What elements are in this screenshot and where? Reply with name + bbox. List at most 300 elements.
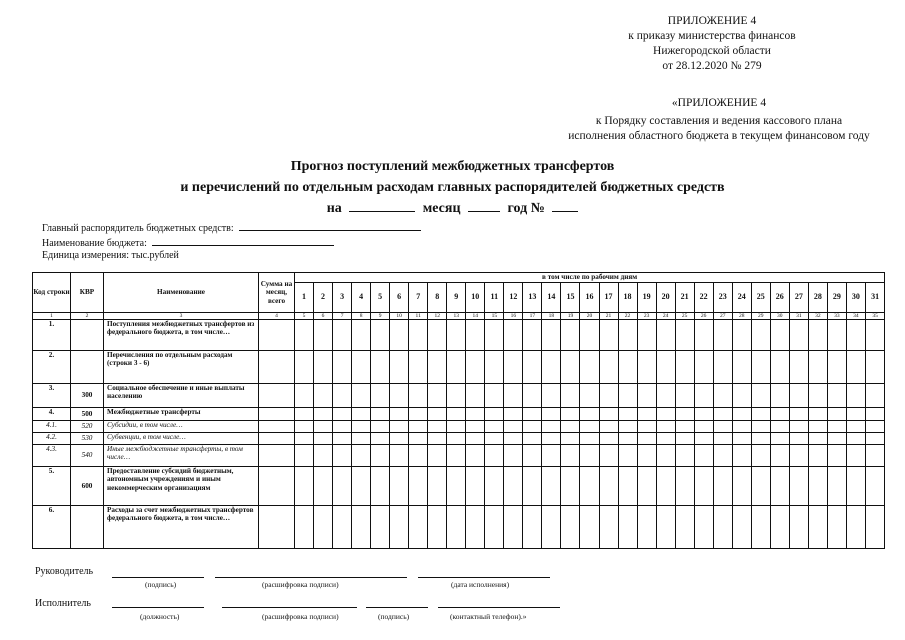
row-day-cell[interactable] — [295, 384, 314, 408]
head-decode-line[interactable] — [215, 577, 407, 578]
row-day-cell[interactable] — [713, 421, 732, 433]
row-day-cell[interactable] — [846, 467, 865, 506]
row-day-cell[interactable] — [390, 384, 409, 408]
row-day-cell[interactable] — [599, 467, 618, 506]
row-day-cell[interactable] — [599, 506, 618, 549]
row-day-cell[interactable] — [561, 384, 580, 408]
row-day-cell[interactable] — [409, 421, 428, 433]
row-day-cell[interactable] — [599, 433, 618, 445]
row-day-cell[interactable] — [846, 351, 865, 384]
row-day-cell[interactable] — [656, 408, 675, 421]
row-day-cell[interactable] — [561, 506, 580, 549]
row-day-cell[interactable] — [504, 445, 523, 467]
row-day-cell[interactable] — [371, 351, 390, 384]
row-day-cell[interactable] — [732, 351, 751, 384]
budget-blank[interactable] — [152, 235, 334, 246]
row-day-cell[interactable] — [808, 384, 827, 408]
row-day-cell[interactable] — [713, 408, 732, 421]
row-day-cell[interactable] — [390, 351, 409, 384]
row-day-cell[interactable] — [523, 433, 542, 445]
row-day-cell[interactable] — [865, 506, 884, 549]
row-day-cell[interactable] — [409, 408, 428, 421]
row-day-cell[interactable] — [561, 320, 580, 351]
row-day-cell[interactable] — [789, 320, 808, 351]
row-day-cell[interactable] — [865, 421, 884, 433]
row-day-cell[interactable] — [409, 320, 428, 351]
row-day-cell[interactable] — [751, 320, 770, 351]
row-day-cell[interactable] — [827, 408, 846, 421]
row-day-cell[interactable] — [504, 408, 523, 421]
row-sum-cell[interactable] — [259, 408, 295, 421]
row-day-cell[interactable] — [751, 408, 770, 421]
row-day-cell[interactable] — [808, 320, 827, 351]
row-day-cell[interactable] — [447, 421, 466, 433]
row-day-cell[interactable] — [352, 320, 371, 351]
row-day-cell[interactable] — [713, 384, 732, 408]
row-day-cell[interactable] — [390, 421, 409, 433]
row-day-cell[interactable] — [637, 445, 656, 467]
row-day-cell[interactable] — [447, 320, 466, 351]
row-day-cell[interactable] — [808, 408, 827, 421]
row-day-cell[interactable] — [485, 320, 504, 351]
row-day-cell[interactable] — [789, 351, 808, 384]
row-day-cell[interactable] — [675, 351, 694, 384]
row-day-cell[interactable] — [713, 467, 732, 506]
row-day-cell[interactable] — [846, 320, 865, 351]
row-day-cell[interactable] — [599, 351, 618, 384]
row-day-cell[interactable] — [637, 467, 656, 506]
row-day-cell[interactable] — [352, 421, 371, 433]
row-day-cell[interactable] — [523, 320, 542, 351]
row-day-cell[interactable] — [352, 384, 371, 408]
row-day-cell[interactable] — [409, 384, 428, 408]
row-day-cell[interactable] — [466, 408, 485, 421]
row-day-cell[interactable] — [808, 445, 827, 467]
row-day-cell[interactable] — [637, 421, 656, 433]
row-day-cell[interactable] — [770, 320, 789, 351]
row-sum-cell[interactable] — [259, 351, 295, 384]
row-day-cell[interactable] — [409, 351, 428, 384]
row-day-cell[interactable] — [808, 421, 827, 433]
row-day-cell[interactable] — [504, 433, 523, 445]
row-day-cell[interactable] — [295, 467, 314, 506]
row-day-cell[interactable] — [314, 467, 333, 506]
row-day-cell[interactable] — [618, 445, 637, 467]
row-day-cell[interactable] — [352, 467, 371, 506]
row-day-cell[interactable] — [751, 467, 770, 506]
row-day-cell[interactable] — [751, 421, 770, 433]
row-day-cell[interactable] — [542, 351, 561, 384]
row-sum-cell[interactable] — [259, 445, 295, 467]
row-day-cell[interactable] — [694, 384, 713, 408]
row-day-cell[interactable] — [333, 408, 352, 421]
row-day-cell[interactable] — [808, 506, 827, 549]
manager-blank[interactable] — [239, 220, 421, 231]
row-day-cell[interactable] — [789, 445, 808, 467]
row-day-cell[interactable] — [504, 351, 523, 384]
row-day-cell[interactable] — [466, 467, 485, 506]
row-day-cell[interactable] — [428, 433, 447, 445]
row-day-cell[interactable] — [846, 384, 865, 408]
row-day-cell[interactable] — [523, 506, 542, 549]
row-day-cell[interactable] — [789, 384, 808, 408]
row-day-cell[interactable] — [542, 320, 561, 351]
row-sum-cell[interactable] — [259, 433, 295, 445]
row-day-cell[interactable] — [656, 445, 675, 467]
row-day-cell[interactable] — [466, 320, 485, 351]
row-day-cell[interactable] — [770, 467, 789, 506]
row-day-cell[interactable] — [352, 408, 371, 421]
row-day-cell[interactable] — [827, 506, 846, 549]
row-day-cell[interactable] — [504, 467, 523, 506]
row-day-cell[interactable] — [542, 408, 561, 421]
row-day-cell[interactable] — [713, 445, 732, 467]
row-day-cell[interactable] — [371, 445, 390, 467]
row-day-cell[interactable] — [637, 408, 656, 421]
row-day-cell[interactable] — [656, 320, 675, 351]
row-day-cell[interactable] — [371, 384, 390, 408]
row-day-cell[interactable] — [542, 467, 561, 506]
row-day-cell[interactable] — [333, 445, 352, 467]
row-day-cell[interactable] — [466, 351, 485, 384]
row-day-cell[interactable] — [618, 384, 637, 408]
row-day-cell[interactable] — [770, 384, 789, 408]
row-day-cell[interactable] — [409, 433, 428, 445]
row-sum-cell[interactable] — [259, 320, 295, 351]
row-day-cell[interactable] — [694, 467, 713, 506]
row-day-cell[interactable] — [827, 445, 846, 467]
exec-position-line[interactable] — [112, 607, 204, 608]
row-day-cell[interactable] — [504, 506, 523, 549]
row-day-cell[interactable] — [390, 408, 409, 421]
row-day-cell[interactable] — [466, 421, 485, 433]
row-day-cell[interactable] — [789, 506, 808, 549]
row-day-cell[interactable] — [561, 445, 580, 467]
row-day-cell[interactable] — [561, 351, 580, 384]
head-date-line[interactable] — [418, 577, 550, 578]
row-day-cell[interactable] — [485, 467, 504, 506]
row-sum-cell[interactable] — [259, 421, 295, 433]
row-day-cell[interactable] — [295, 408, 314, 421]
row-day-cell[interactable] — [428, 467, 447, 506]
row-day-cell[interactable] — [770, 506, 789, 549]
row-day-cell[interactable] — [827, 433, 846, 445]
row-day-cell[interactable] — [428, 320, 447, 351]
row-day-cell[interactable] — [428, 421, 447, 433]
row-day-cell[interactable] — [599, 421, 618, 433]
row-day-cell[interactable] — [751, 433, 770, 445]
row-day-cell[interactable] — [580, 384, 599, 408]
row-day-cell[interactable] — [789, 467, 808, 506]
row-day-cell[interactable] — [333, 433, 352, 445]
number-blank[interactable] — [552, 201, 578, 212]
row-day-cell[interactable] — [295, 351, 314, 384]
row-day-cell[interactable] — [675, 421, 694, 433]
row-day-cell[interactable] — [466, 433, 485, 445]
row-day-cell[interactable] — [827, 384, 846, 408]
row-day-cell[interactable] — [314, 320, 333, 351]
row-day-cell[interactable] — [314, 384, 333, 408]
row-day-cell[interactable] — [295, 421, 314, 433]
exec-phone-line[interactable] — [438, 607, 560, 608]
row-sum-cell[interactable] — [259, 384, 295, 408]
row-day-cell[interactable] — [428, 384, 447, 408]
row-day-cell[interactable] — [751, 384, 770, 408]
exec-decode-line[interactable] — [222, 607, 357, 608]
row-day-cell[interactable] — [675, 408, 694, 421]
row-day-cell[interactable] — [390, 445, 409, 467]
row-day-cell[interactable] — [637, 384, 656, 408]
row-day-cell[interactable] — [675, 433, 694, 445]
row-day-cell[interactable] — [485, 421, 504, 433]
row-day-cell[interactable] — [694, 506, 713, 549]
row-day-cell[interactable] — [770, 421, 789, 433]
row-day-cell[interactable] — [485, 384, 504, 408]
row-day-cell[interactable] — [542, 433, 561, 445]
year-blank[interactable] — [468, 201, 500, 212]
row-day-cell[interactable] — [371, 421, 390, 433]
row-day-cell[interactable] — [675, 320, 694, 351]
row-day-cell[interactable] — [732, 384, 751, 408]
row-day-cell[interactable] — [656, 467, 675, 506]
row-day-cell[interactable] — [618, 408, 637, 421]
row-day-cell[interactable] — [770, 408, 789, 421]
row-day-cell[interactable] — [808, 433, 827, 445]
row-day-cell[interactable] — [580, 445, 599, 467]
row-day-cell[interactable] — [447, 408, 466, 421]
row-day-cell[interactable] — [371, 506, 390, 549]
row-day-cell[interactable] — [732, 467, 751, 506]
row-day-cell[interactable] — [485, 433, 504, 445]
row-day-cell[interactable] — [447, 506, 466, 549]
row-day-cell[interactable] — [618, 421, 637, 433]
row-day-cell[interactable] — [713, 433, 732, 445]
row-day-cell[interactable] — [732, 320, 751, 351]
row-day-cell[interactable] — [580, 467, 599, 506]
row-day-cell[interactable] — [865, 351, 884, 384]
row-day-cell[interactable] — [504, 320, 523, 351]
row-day-cell[interactable] — [656, 384, 675, 408]
row-day-cell[interactable] — [808, 467, 827, 506]
row-day-cell[interactable] — [751, 506, 770, 549]
row-day-cell[interactable] — [789, 408, 808, 421]
row-day-cell[interactable] — [447, 384, 466, 408]
row-day-cell[interactable] — [485, 408, 504, 421]
row-day-cell[interactable] — [865, 467, 884, 506]
row-day-cell[interactable] — [751, 351, 770, 384]
row-day-cell[interactable] — [656, 351, 675, 384]
row-day-cell[interactable] — [561, 408, 580, 421]
row-day-cell[interactable] — [428, 445, 447, 467]
row-day-cell[interactable] — [504, 384, 523, 408]
row-day-cell[interactable] — [656, 421, 675, 433]
month-blank[interactable] — [349, 201, 415, 212]
row-day-cell[interactable] — [409, 467, 428, 506]
row-day-cell[interactable] — [295, 433, 314, 445]
row-day-cell[interactable] — [333, 467, 352, 506]
row-day-cell[interactable] — [352, 506, 371, 549]
row-day-cell[interactable] — [694, 421, 713, 433]
row-day-cell[interactable] — [409, 506, 428, 549]
row-day-cell[interactable] — [827, 467, 846, 506]
row-day-cell[interactable] — [561, 433, 580, 445]
row-day-cell[interactable] — [789, 433, 808, 445]
row-day-cell[interactable] — [580, 320, 599, 351]
row-day-cell[interactable] — [447, 351, 466, 384]
row-day-cell[interactable] — [314, 408, 333, 421]
row-day-cell[interactable] — [580, 351, 599, 384]
row-day-cell[interactable] — [694, 433, 713, 445]
row-day-cell[interactable] — [637, 433, 656, 445]
row-day-cell[interactable] — [637, 320, 656, 351]
row-day-cell[interactable] — [428, 408, 447, 421]
row-day-cell[interactable] — [865, 320, 884, 351]
row-day-cell[interactable] — [333, 506, 352, 549]
row-day-cell[interactable] — [390, 320, 409, 351]
row-day-cell[interactable] — [713, 351, 732, 384]
row-day-cell[interactable] — [333, 351, 352, 384]
row-day-cell[interactable] — [542, 421, 561, 433]
row-day-cell[interactable] — [865, 384, 884, 408]
row-day-cell[interactable] — [352, 445, 371, 467]
row-day-cell[interactable] — [599, 384, 618, 408]
row-day-cell[interactable] — [618, 506, 637, 549]
row-day-cell[interactable] — [485, 351, 504, 384]
row-day-cell[interactable] — [580, 506, 599, 549]
row-day-cell[interactable] — [694, 445, 713, 467]
row-day-cell[interactable] — [390, 467, 409, 506]
row-day-cell[interactable] — [770, 445, 789, 467]
row-day-cell[interactable] — [599, 445, 618, 467]
row-day-cell[interactable] — [485, 445, 504, 467]
row-day-cell[interactable] — [656, 506, 675, 549]
row-day-cell[interactable] — [504, 421, 523, 433]
row-day-cell[interactable] — [447, 433, 466, 445]
row-day-cell[interactable] — [390, 433, 409, 445]
row-day-cell[interactable] — [618, 351, 637, 384]
row-day-cell[interactable] — [428, 351, 447, 384]
row-day-cell[interactable] — [675, 506, 694, 549]
row-day-cell[interactable] — [846, 408, 865, 421]
row-day-cell[interactable] — [618, 433, 637, 445]
row-day-cell[interactable] — [732, 421, 751, 433]
row-day-cell[interactable] — [523, 384, 542, 408]
row-day-cell[interactable] — [371, 467, 390, 506]
exec-sign-line[interactable] — [366, 607, 428, 608]
row-day-cell[interactable] — [314, 445, 333, 467]
row-day-cell[interactable] — [428, 506, 447, 549]
row-day-cell[interactable] — [523, 421, 542, 433]
row-day-cell[interactable] — [466, 506, 485, 549]
row-day-cell[interactable] — [542, 445, 561, 467]
row-day-cell[interactable] — [713, 320, 732, 351]
row-day-cell[interactable] — [865, 433, 884, 445]
row-day-cell[interactable] — [542, 384, 561, 408]
row-day-cell[interactable] — [808, 351, 827, 384]
row-day-cell[interactable] — [352, 433, 371, 445]
row-day-cell[interactable] — [770, 433, 789, 445]
row-day-cell[interactable] — [485, 506, 504, 549]
row-day-cell[interactable] — [371, 408, 390, 421]
row-sum-cell[interactable] — [259, 467, 295, 506]
row-day-cell[interactable] — [580, 433, 599, 445]
row-day-cell[interactable] — [865, 408, 884, 421]
row-day-cell[interactable] — [523, 351, 542, 384]
row-day-cell[interactable] — [675, 445, 694, 467]
row-day-cell[interactable] — [295, 445, 314, 467]
row-day-cell[interactable] — [770, 351, 789, 384]
row-day-cell[interactable] — [694, 408, 713, 421]
row-day-cell[interactable] — [713, 506, 732, 549]
row-day-cell[interactable] — [333, 320, 352, 351]
row-day-cell[interactable] — [618, 320, 637, 351]
row-day-cell[interactable] — [732, 506, 751, 549]
row-day-cell[interactable] — [333, 421, 352, 433]
row-day-cell[interactable] — [827, 320, 846, 351]
row-day-cell[interactable] — [561, 421, 580, 433]
row-day-cell[interactable] — [694, 351, 713, 384]
row-day-cell[interactable] — [732, 445, 751, 467]
row-day-cell[interactable] — [523, 408, 542, 421]
row-day-cell[interactable] — [637, 506, 656, 549]
row-day-cell[interactable] — [542, 506, 561, 549]
row-day-cell[interactable] — [295, 320, 314, 351]
row-sum-cell[interactable] — [259, 506, 295, 549]
row-day-cell[interactable] — [333, 384, 352, 408]
row-day-cell[interactable] — [789, 421, 808, 433]
row-day-cell[interactable] — [846, 506, 865, 549]
row-day-cell[interactable] — [656, 433, 675, 445]
row-day-cell[interactable] — [732, 408, 751, 421]
row-day-cell[interactable] — [827, 351, 846, 384]
row-day-cell[interactable] — [675, 467, 694, 506]
row-day-cell[interactable] — [580, 408, 599, 421]
row-day-cell[interactable] — [599, 408, 618, 421]
row-day-cell[interactable] — [694, 320, 713, 351]
row-day-cell[interactable] — [466, 445, 485, 467]
row-day-cell[interactable] — [371, 433, 390, 445]
row-day-cell[interactable] — [599, 320, 618, 351]
row-day-cell[interactable] — [314, 421, 333, 433]
row-day-cell[interactable] — [352, 351, 371, 384]
row-day-cell[interactable] — [865, 445, 884, 467]
row-day-cell[interactable] — [561, 467, 580, 506]
head-sign-line[interactable] — [112, 577, 204, 578]
row-day-cell[interactable] — [618, 467, 637, 506]
row-day-cell[interactable] — [580, 421, 599, 433]
row-day-cell[interactable] — [846, 433, 865, 445]
row-day-cell[interactable] — [846, 445, 865, 467]
row-day-cell[interactable] — [371, 320, 390, 351]
row-day-cell[interactable] — [523, 467, 542, 506]
row-day-cell[interactable] — [390, 506, 409, 549]
row-day-cell[interactable] — [675, 384, 694, 408]
row-day-cell[interactable] — [827, 421, 846, 433]
row-day-cell[interactable] — [314, 506, 333, 549]
row-day-cell[interactable] — [523, 445, 542, 467]
row-day-cell[interactable] — [314, 351, 333, 384]
row-day-cell[interactable] — [732, 433, 751, 445]
row-day-cell[interactable] — [447, 445, 466, 467]
row-day-cell[interactable] — [295, 506, 314, 549]
row-day-cell[interactable] — [409, 445, 428, 467]
row-day-cell[interactable] — [846, 421, 865, 433]
row-day-cell[interactable] — [314, 433, 333, 445]
row-day-cell[interactable] — [751, 445, 770, 467]
row-day-cell[interactable] — [466, 384, 485, 408]
row-day-cell[interactable] — [447, 467, 466, 506]
row-day-cell[interactable] — [637, 351, 656, 384]
